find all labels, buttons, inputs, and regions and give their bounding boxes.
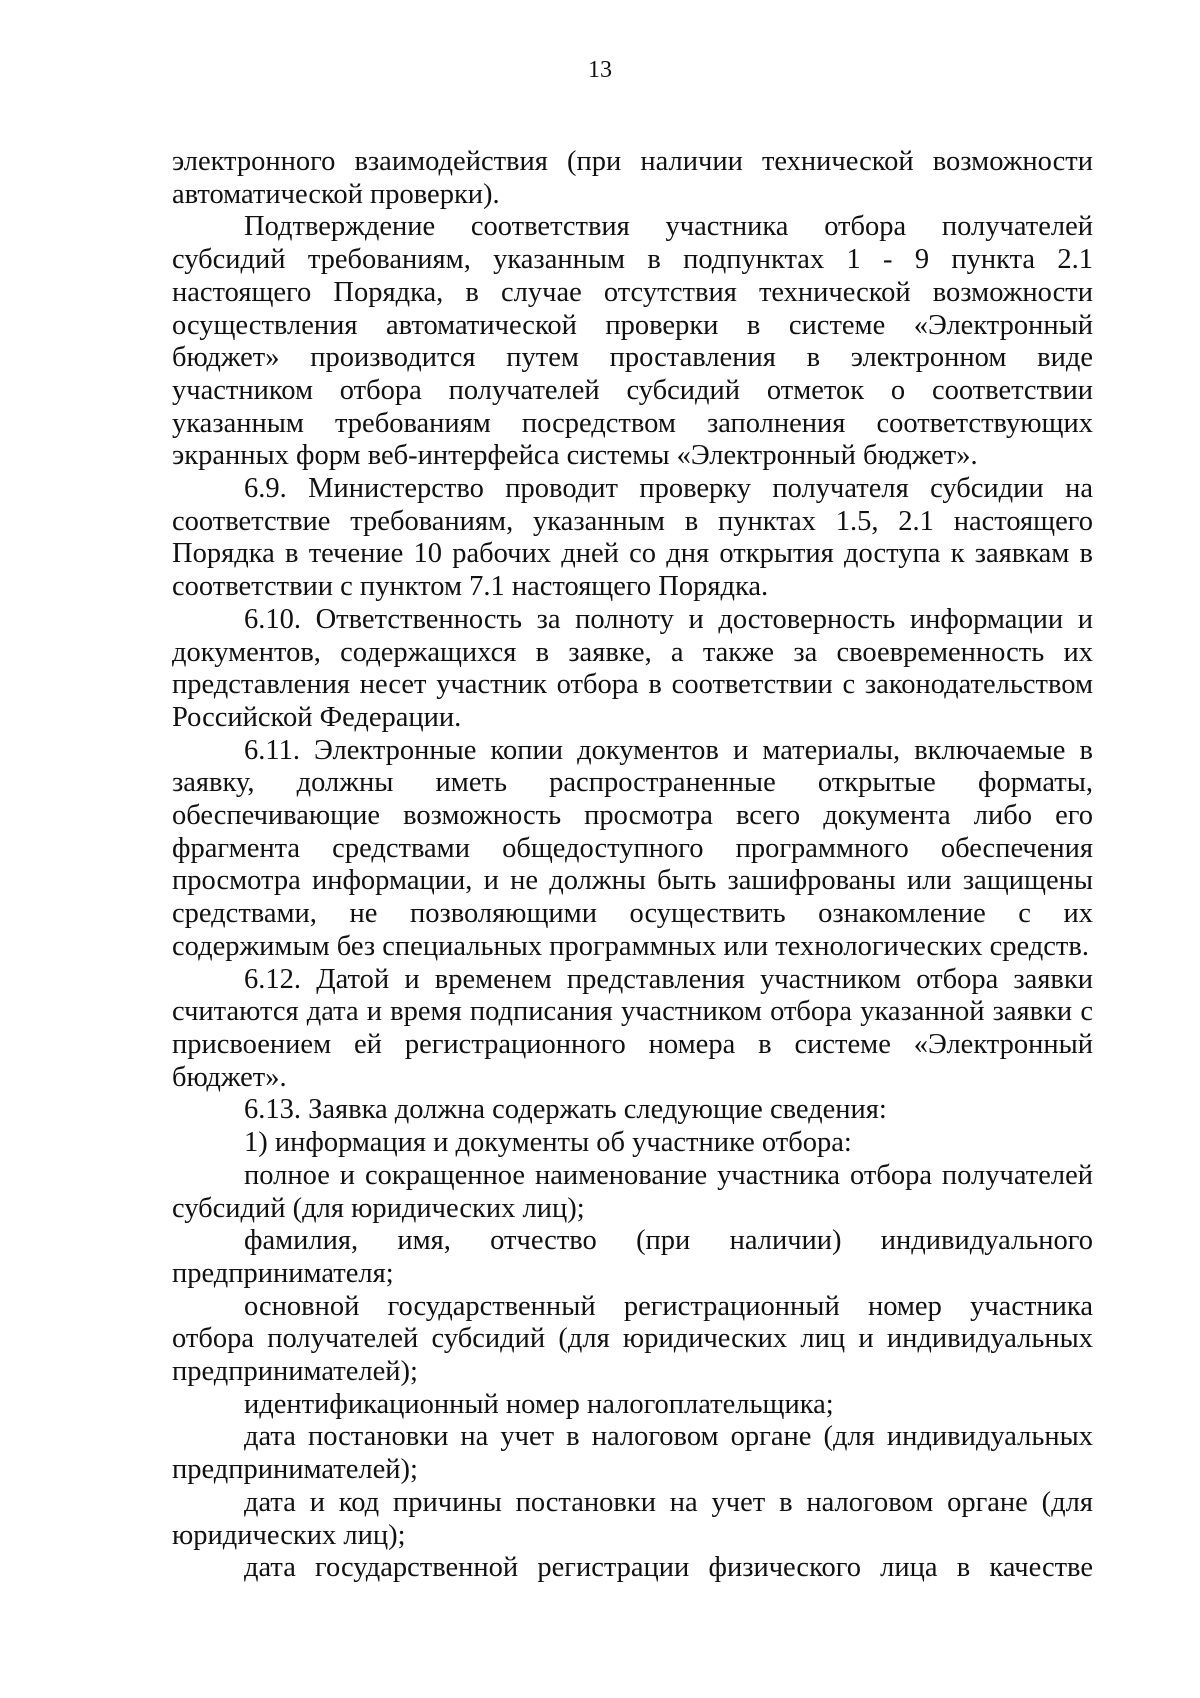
paragraph: дата и код причины постановки на учет в налоговом органе (для юридических лиц);	[172, 1486, 1093, 1551]
paragraph: 6.9. Министерство проводит проверку получателя субсидии на соответствие требованиям, указанным в пунктах 1.5, 2.1 настоящего Порядка в течение 10 рабочих дней со дня открытия доступа к заявкам в соответствии с пунктом 7.1 настоящего Порядка.	[172, 473, 1093, 603]
paragraph: дата государственной регистрации физического лица в качестве	[244, 1552, 1093, 1584]
paragraph: Подтверждение соответствия участника отбора получателей субсидий требованиям, указанным в подпунктах 1 - 9 пункта 2.1 настоящего Порядка, в случае отсутствия технической возможности осуществления автоматической проверки в системе «Электронный бюджет» производится путем проставления в электронном виде участником отбора получателей субсидий отметок о соответствии указанным требованиям посредством заполнения соответствующих экранных форм веб-интерфейса системы «Электронный бюджет».	[172, 211, 1093, 472]
paragraph: фамилия, имя, отчество (при наличии) индивидуального предпринимателя;	[172, 1225, 1093, 1289]
document-body	[172, 146, 1093, 1585]
paragraph: 6.13. Заявка должна содержать следующие сведения:	[244, 1094, 887, 1126]
paragraph: основной государственный регистрационный номер участника отбора получателей субсидий (для юридических лиц и индивидуальных предпринимателей);	[172, 1290, 1093, 1388]
paragraph: 6.12. Датой и временем представления участником отбора заявки считаются дата и время подписания участником отбора указанной заявки с присвоением ей регистрационного номера в системе «Электронный бюджет».	[172, 963, 1093, 1093]
paragraph: 6.10. Ответственность за полноту и достоверность информации и документов, содержащихся в заявке, а также за своевременность их представления несет участник отбора в соответствии с законодательством Российской Федерации.	[172, 603, 1093, 733]
paragraph: идентификационный номер налогоплательщика;	[244, 1388, 834, 1420]
paragraph: дата постановки на учет в налоговом органе (для индивидуальных предпринимателей);	[172, 1421, 1093, 1486]
paragraph: 6.11. Электронные копии документов и материалы, включаемые в заявку, должны иметь распространенные открытые форматы, обеспечивающие возможность просмотра всего документа либо его фрагмента средствами общедоступного программного обеспечения просмотра информации, и не должны быть зашифрованы или защищены средствами, не позволяющими осуществить ознакомление с их содержимым без специальных программных или технологических средств.	[172, 734, 1093, 962]
paragraph: полное и сокращенное наименование участника отбора получателей субсидий (для юридических лиц);	[172, 1159, 1093, 1224]
paragraph: электронного взаимодействия (при наличии технической возможности автоматической проверки).	[172, 146, 1093, 210]
paragraph: 1) информация и документы об участнике отбора:	[244, 1127, 852, 1159]
page-number: 13	[588, 57, 612, 83]
